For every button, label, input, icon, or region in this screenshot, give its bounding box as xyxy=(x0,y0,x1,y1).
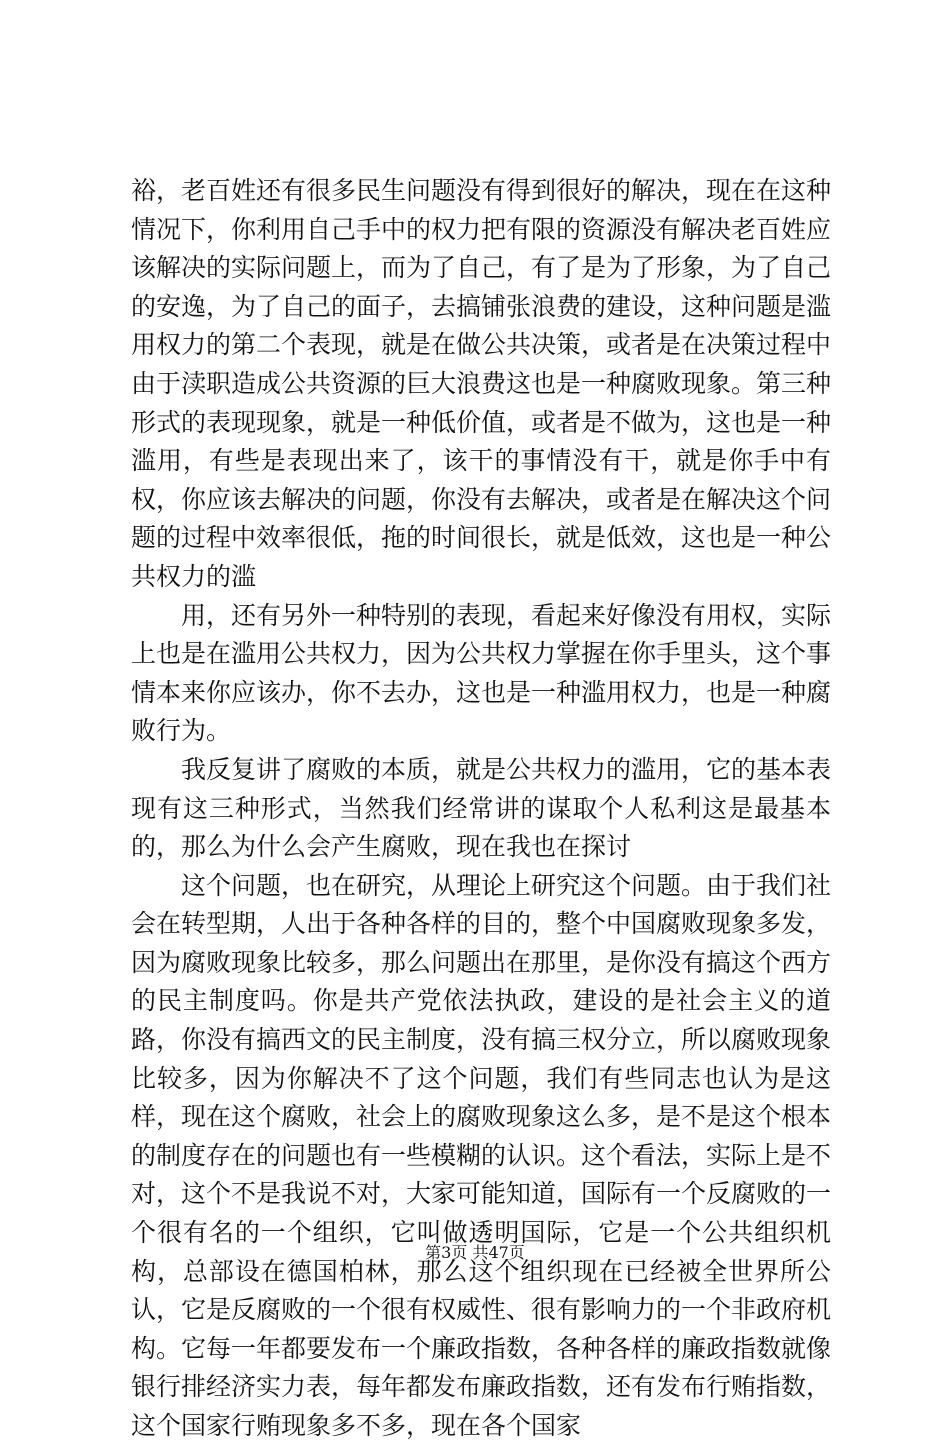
page-footer: 第3页 共47页 xyxy=(425,1243,525,1262)
paragraph-2: 用，还有另外一种特别的表现，看起来好像没有用权，实际上也是在滥用公共权力，因为公共权力掌握在你手里头，这个事情本来你应该办，你不去办，这也是一种滥用权力，也是一种腐败行为。 xyxy=(131,600,832,746)
paragraph-4: 这个问题，也在研究，从理论上研究这个问题。由于我们社会在转型期，人出于各种各样的目的，整个中国腐败现象多发，因为腐败现象比较多，那么问题出在那里，是你没有搞这个西方的民主制度吗。你是共产党依法执政，建设的是社会主义的道路，你没有搞西文的民主制度，没有搞三权分立，所以腐败现象比较多，因为你解决不了这个问题，我们有些同志也认为是这样，现在这个腐败，社会上的腐败现象这么多，是不是这个根本的制度存在的问题也有一些模糊的认识。这个看法，实际上是不对，这个不是我说不对，大家可能知道，国际有一个反腐败的一个很有名的一个组织，它叫做透明国际，它是一个公共组织机构，总部设在德国柏林，那么这个组织现在已经被全世界所公认，它是反腐败的一个很有权威性、很有影响力的一个非政府机构。它每一年都要发布一个廉政指数，各种各样的廉政指数就像银行排经济实力表，每年都发布廉政指数，还有发布行贿指数，这个国家行贿现象多不多，现在各个国家 xyxy=(131,870,832,1440)
paragraph-1: 裕，老百姓还有很多民生问题没有得到很好的解决，现在在这种情况下，你利用自己手中的权力把有限的资源没有解决老百姓应该解决的实际问题上，而为了自己，有了是为了形象，为了自己的安逸，为了自己的面子，去搞铺张浪费的建设，这种问题是滥用权力的第二个表现，就是在做公共决策，或者是在决策过程中由于渎职造成公共资源的巨大浪费这也是一种腐败现象。第三种形式的表现现象，就是一种低价值，或者是不做为，这也是一种滥用，有些是表现出来了，该干的事情没有干，就是你手中有权，你应该去解决的问题，你没有去解决，或者是在解决这个问题的过程中效率很低，拖的时间很长，就是低效，这也是一种公共权力的滥 xyxy=(131,176,832,591)
paragraph-3: 我反复讲了腐败的本质，就是公共权力的滥用，它的基本表现有这三种形式，当然我们经常讲的谋取个人私利这是最基本的，那么为什么会产生腐败，现在我也在探讨 xyxy=(131,754,832,862)
